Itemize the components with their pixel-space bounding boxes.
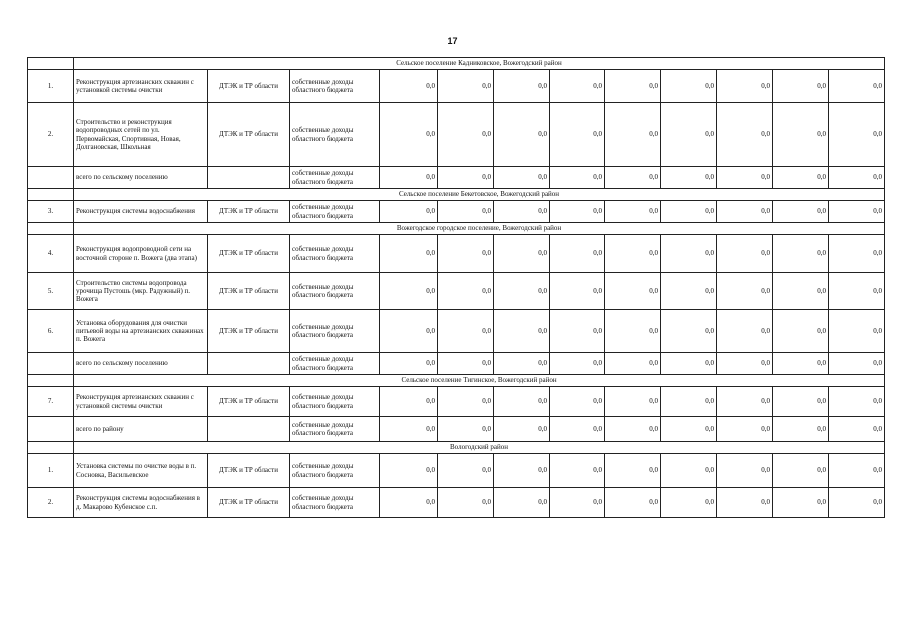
amount-cell: 0,0 [438, 167, 494, 189]
amount-cell: 0,0 [380, 488, 438, 518]
amount-cell: 0,0 [494, 353, 550, 375]
section-row [28, 223, 885, 235]
amount-cell: 0,0 [494, 417, 550, 442]
table-row [28, 488, 885, 518]
funding-source: собственные доходы областного бюджета [290, 387, 380, 417]
amount-cell: 0,0 [717, 353, 773, 375]
amount-cell: 0,0 [773, 488, 829, 518]
amount-cell: 0,0 [661, 103, 717, 167]
amount-cell: 0,0 [380, 273, 438, 310]
amount-cell: 0,0 [661, 310, 717, 353]
funding-source: собственные доходы областного бюджета [290, 310, 380, 353]
amount-cell: 0,0 [773, 235, 829, 273]
amount-cell: 0,0 [717, 167, 773, 189]
section-gap [28, 223, 74, 235]
section-gap [28, 375, 74, 387]
amount-cell: 0,0 [550, 387, 605, 417]
amount-cell: 0,0 [380, 235, 438, 273]
amount-cell: 0,0 [829, 454, 885, 488]
row-number [28, 167, 74, 189]
amount-cell: 0,0 [605, 235, 661, 273]
amount-cell: 0,0 [550, 417, 605, 442]
amount-cell: 0,0 [438, 417, 494, 442]
amount-cell: 0,0 [661, 167, 717, 189]
amount-cell: 0,0 [829, 353, 885, 375]
project-name: Реконструкция системы водоснабжения [74, 201, 208, 223]
amount-cell: 0,0 [717, 235, 773, 273]
amount-cell: 0,0 [380, 167, 438, 189]
table-row [28, 235, 885, 273]
project-name: Реконструкция водопроводной сети на восточной стороне п. Вожега (два этапа) [74, 235, 208, 273]
amount-cell: 0,0 [773, 167, 829, 189]
project-name: всего по сельскому поселению [74, 167, 208, 189]
amount-cell: 0,0 [550, 70, 605, 103]
row-number: 7. [28, 387, 74, 417]
table-row [28, 201, 885, 223]
amount-cell: 0,0 [438, 310, 494, 353]
project-name: Установка системы по очистке воды в п. Сосновка, Васильевское [74, 454, 208, 488]
amount-cell: 0,0 [829, 201, 885, 223]
table-row [28, 273, 885, 310]
amount-cell: 0,0 [661, 454, 717, 488]
funding-source: собственные доходы областного бюджета [290, 353, 380, 375]
table-row [28, 454, 885, 488]
amount-cell: 0,0 [494, 310, 550, 353]
amount-cell: 0,0 [661, 353, 717, 375]
section-title: Сельское поселение Бекетовское, Вожегодский район [74, 189, 885, 201]
amount-cell: 0,0 [773, 387, 829, 417]
amount-cell: 0,0 [380, 353, 438, 375]
amount-cell: 0,0 [605, 417, 661, 442]
table-row [28, 103, 885, 167]
responsible-org: ДТЭК и ТР области [208, 488, 290, 518]
amount-cell: 0,0 [605, 70, 661, 103]
amount-cell: 0,0 [550, 103, 605, 167]
project-name: Реконструкция артезианских скважин с установкой системы очистки [74, 387, 208, 417]
responsible-org [208, 353, 290, 375]
amount-cell: 0,0 [717, 70, 773, 103]
section-gap [28, 189, 74, 201]
funding-source: собственные доходы областного бюджета [290, 235, 380, 273]
responsible-org: ДТЭК и ТР области [208, 310, 290, 353]
amount-cell: 0,0 [438, 235, 494, 273]
amount-cell: 0,0 [717, 417, 773, 442]
project-name: Реконструкция артезианских скважин с установкой системы очистки [74, 70, 208, 103]
table-row [28, 417, 885, 442]
table-body [28, 58, 885, 518]
section-title: Сельское поселение Кадниковское, Вожегодский район [74, 58, 885, 70]
amount-cell: 0,0 [605, 167, 661, 189]
responsible-org: ДТЭК и ТР области [208, 70, 290, 103]
amount-cell: 0,0 [550, 353, 605, 375]
amount-cell: 0,0 [605, 454, 661, 488]
amount-cell: 0,0 [494, 235, 550, 273]
section-row [28, 442, 885, 454]
amount-cell: 0,0 [661, 70, 717, 103]
amount-cell: 0,0 [494, 273, 550, 310]
row-number: 5. [28, 273, 74, 310]
project-name: Реконструкция системы водоснабжения в д. Макарово Кубенское с.п. [74, 488, 208, 518]
table-row [28, 167, 885, 189]
amount-cell: 0,0 [829, 103, 885, 167]
amount-cell: 0,0 [717, 273, 773, 310]
row-number: 1. [28, 70, 74, 103]
budget-table [27, 57, 885, 518]
amount-cell: 0,0 [550, 201, 605, 223]
row-number [28, 353, 74, 375]
project-name: всего по району [74, 417, 208, 442]
amount-cell: 0,0 [661, 488, 717, 518]
responsible-org: ДТЭК и ТР области [208, 201, 290, 223]
amount-cell: 0,0 [550, 273, 605, 310]
funding-source: собственные доходы областного бюджета [290, 167, 380, 189]
amount-cell: 0,0 [550, 310, 605, 353]
funding-source: собственные доходы областного бюджета [290, 454, 380, 488]
amount-cell: 0,0 [605, 488, 661, 518]
amount-cell: 0,0 [605, 103, 661, 167]
section-row [28, 375, 885, 387]
amount-cell: 0,0 [605, 201, 661, 223]
amount-cell: 0,0 [494, 70, 550, 103]
amount-cell: 0,0 [438, 103, 494, 167]
section-title: Сельское поселение Тигинское, Вожегодский район [74, 375, 885, 387]
amount-cell: 0,0 [380, 103, 438, 167]
amount-cell: 0,0 [661, 417, 717, 442]
amount-cell: 0,0 [661, 273, 717, 310]
section-gap [28, 58, 74, 70]
table-row [28, 353, 885, 375]
amount-cell: 0,0 [494, 454, 550, 488]
amount-cell: 0,0 [605, 353, 661, 375]
row-number: 6. [28, 310, 74, 353]
row-number: 3. [28, 201, 74, 223]
amount-cell: 0,0 [829, 488, 885, 518]
amount-cell: 0,0 [605, 387, 661, 417]
amount-cell: 0,0 [380, 387, 438, 417]
amount-cell: 0,0 [438, 488, 494, 518]
amount-cell: 0,0 [773, 454, 829, 488]
amount-cell: 0,0 [380, 454, 438, 488]
amount-cell: 0,0 [829, 387, 885, 417]
project-name: Строительство системы водопровода урочища Пустошь (мкр. Радужный) п. Вожега [74, 273, 208, 310]
table-row [28, 310, 885, 353]
amount-cell: 0,0 [550, 454, 605, 488]
amount-cell: 0,0 [380, 310, 438, 353]
amount-cell: 0,0 [773, 70, 829, 103]
page-number: 17 [447, 36, 458, 46]
amount-cell: 0,0 [829, 70, 885, 103]
amount-cell: 0,0 [829, 273, 885, 310]
amount-cell: 0,0 [829, 417, 885, 442]
amount-cell: 0,0 [550, 167, 605, 189]
table-row [28, 387, 885, 417]
project-name: Установка оборудования для очистки питьевой воды на артезианских скважинах п. Вожега [74, 310, 208, 353]
amount-cell: 0,0 [773, 353, 829, 375]
responsible-org: ДТЭК и ТР области [208, 454, 290, 488]
amount-cell: 0,0 [829, 310, 885, 353]
section-title: Вожегодское городское поселение, Вожегодский район [74, 223, 885, 235]
amount-cell: 0,0 [717, 488, 773, 518]
funding-source: собственные доходы областного бюджета [290, 70, 380, 103]
amount-cell: 0,0 [605, 310, 661, 353]
amount-cell: 0,0 [550, 488, 605, 518]
amount-cell: 0,0 [773, 273, 829, 310]
table-row [28, 70, 885, 103]
amount-cell: 0,0 [438, 273, 494, 310]
amount-cell: 0,0 [438, 454, 494, 488]
amount-cell: 0,0 [717, 310, 773, 353]
amount-cell: 0,0 [661, 201, 717, 223]
responsible-org: ДТЭК и ТР области [208, 273, 290, 310]
responsible-org: ДТЭК и ТР области [208, 103, 290, 167]
responsible-org: ДТЭК и ТР области [208, 235, 290, 273]
amount-cell: 0,0 [773, 201, 829, 223]
amount-cell: 0,0 [494, 387, 550, 417]
amount-cell: 0,0 [494, 103, 550, 167]
amount-cell: 0,0 [438, 353, 494, 375]
amount-cell: 0,0 [717, 387, 773, 417]
amount-cell: 0,0 [494, 201, 550, 223]
amount-cell: 0,0 [717, 454, 773, 488]
amount-cell: 0,0 [380, 201, 438, 223]
responsible-org [208, 417, 290, 442]
amount-cell: 0,0 [494, 488, 550, 518]
amount-cell: 0,0 [605, 273, 661, 310]
section-row [28, 58, 885, 70]
row-number [28, 417, 74, 442]
amount-cell: 0,0 [494, 167, 550, 189]
funding-source: собственные доходы областного бюджета [290, 201, 380, 223]
amount-cell: 0,0 [550, 235, 605, 273]
responsible-org: ДТЭК и ТР области [208, 387, 290, 417]
row-number: 2. [28, 103, 74, 167]
amount-cell: 0,0 [438, 70, 494, 103]
section-row [28, 189, 885, 201]
project-name: Строительство и реконструкция водопроводных сетей по ул. Первомайская, Спортивная, Новая, Долгановская, Школьная [74, 103, 208, 167]
amount-cell: 0,0 [773, 417, 829, 442]
row-number: 2. [28, 488, 74, 518]
amount-cell: 0,0 [380, 70, 438, 103]
amount-cell: 0,0 [438, 387, 494, 417]
funding-source: собственные доходы областного бюджета [290, 273, 380, 310]
amount-cell: 0,0 [717, 201, 773, 223]
amount-cell: 0,0 [661, 387, 717, 417]
project-name: всего по сельскому поселению [74, 353, 208, 375]
funding-source: собственные доходы областного бюджета [290, 103, 380, 167]
amount-cell: 0,0 [661, 235, 717, 273]
responsible-org [208, 167, 290, 189]
section-title: Вологодский район [74, 442, 885, 454]
amount-cell: 0,0 [438, 201, 494, 223]
funding-source: собственные доходы областного бюджета [290, 417, 380, 442]
row-number: 4. [28, 235, 74, 273]
amount-cell: 0,0 [773, 310, 829, 353]
amount-cell: 0,0 [717, 103, 773, 167]
row-number: 1. [28, 454, 74, 488]
section-gap [28, 442, 74, 454]
funding-source: собственные доходы областного бюджета [290, 488, 380, 518]
amount-cell: 0,0 [829, 167, 885, 189]
amount-cell: 0,0 [380, 417, 438, 442]
amount-cell: 0,0 [773, 103, 829, 167]
amount-cell: 0,0 [829, 235, 885, 273]
